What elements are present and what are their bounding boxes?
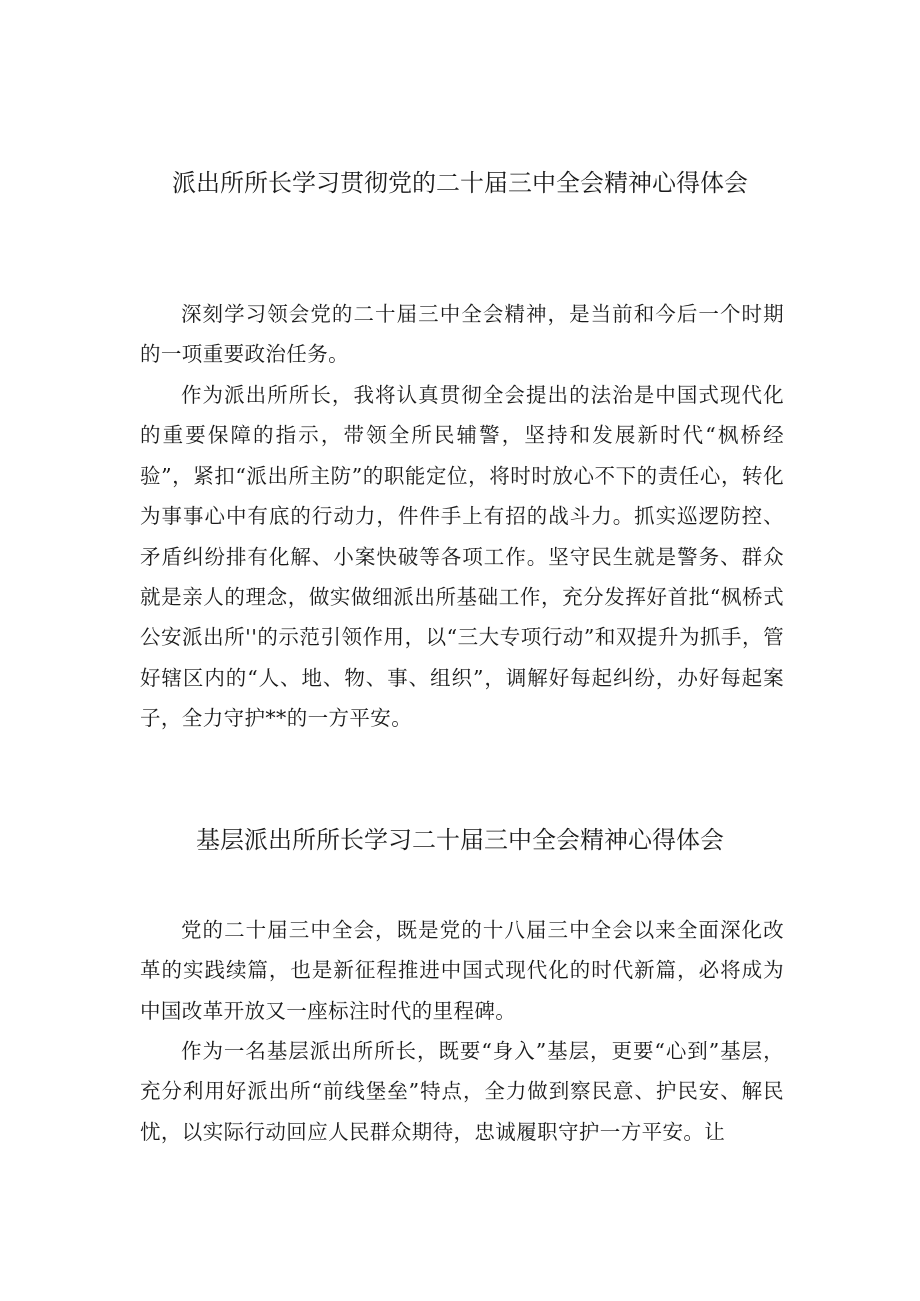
article-1-paragraph-2: 作为派出所所长，我将认真贯彻全会提出的法治是中国式现代化的重要保障的指示，带领全所民辅警，坚持和发展新时代“枫桥经验”，紧扣“派出所主防”的职能定位，将时时放心不下的责任心，转化为事事心中有底的行动力，件件手上有招的战斗力。抓实巡逻防控、矛盾纠纷排有化解、小案快破等各项工作。坚守民生就是警务、群众就是亲人的理念，做实做细派出所基础工作，充分发挥好首批“枫桥式公安派出所''的示范引领作用，以“三大专项行动”和双提升为抓手，管好辖区内的“人、地、物、事、组织”，调解好每起纠纷，办好每起案子，全力守护**的一方平安。: [140, 383, 784, 731]
article-1-paragraph-1: 深刻学习领会党的二十届三中全会精神，是当前和今后一个时期的一项重要政治任务。: [140, 302, 784, 367]
article-1-title: 派出所所长学习贯彻党的二十届三中全会精神心得体会: [172, 169, 748, 197]
article-2-title: 基层派出所所长学习二十届三中全会精神心得体会: [196, 826, 724, 854]
article-2-paragraph-1: 党的二十届三中全会，既是党的十八届三中全会以来全面深化改革的实践续篇，也是新征程推进中国式现代化的时代新篇，必将成为中国改革开放又一座标注时代的里程碑。: [140, 918, 784, 1023]
article-2-paragraph-2: 作为一名基层派出所所长，既要“身入”基层，更要“心到”基层，充分利用好派出所“前线堡垒”特点，全力做到察民意、护民安、解民忧，以实际行动回应人民群众期待，忠诚履职守护一方平安。让: [140, 1039, 784, 1144]
